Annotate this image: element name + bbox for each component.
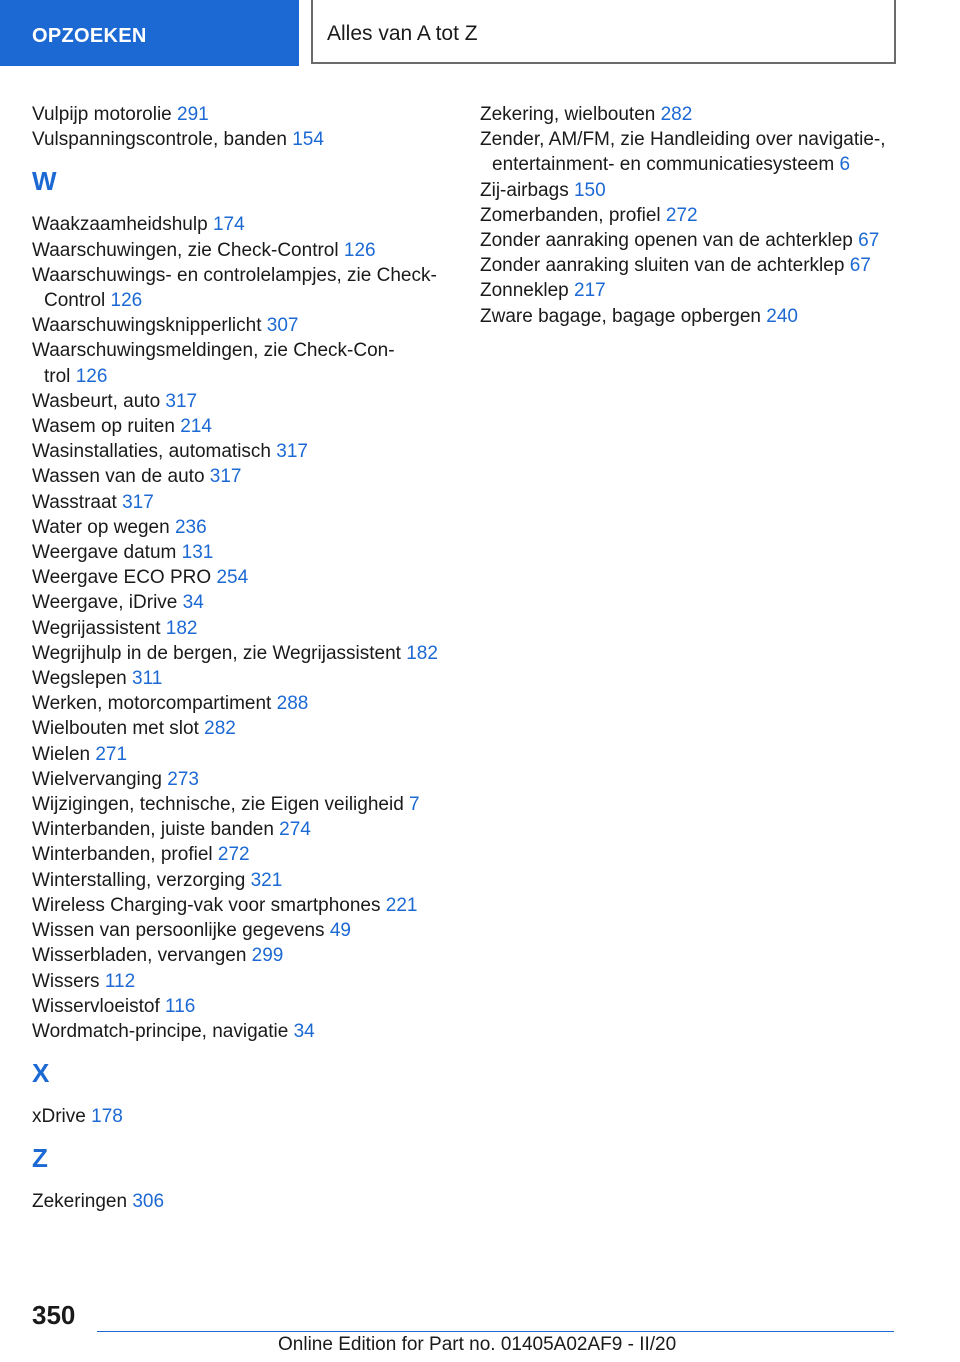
page-link[interactable]: 182 (406, 642, 438, 664)
page-link[interactable]: 221 (385, 894, 418, 916)
entry-group-v (32, 102, 452, 152)
index-entry[interactable]: Werken, motorcompartiment 288 (32, 693, 309, 715)
page-link[interactable]: 271 (95, 743, 128, 765)
chapter-title: Alles van A tot Z (311, 0, 896, 64)
page-link[interactable]: 116 (165, 995, 196, 1017)
page-link[interactable]: 311 (132, 668, 163, 690)
index-entry[interactable]: Zonder aanraking openen van de achterklep 67 (480, 230, 880, 252)
page-link[interactable]: 240 (766, 305, 798, 327)
index-entry[interactable]: Zender, AM/FM, zie Handleiding over navigatie-, entertainment- en communicatiesysteem 6 (480, 129, 886, 176)
page-link[interactable]: 291 (177, 104, 209, 125)
page-link[interactable]: 282 (204, 718, 236, 740)
page-link[interactable]: 272 (217, 844, 250, 866)
page-link[interactable]: 299 (251, 945, 284, 967)
page-link[interactable]: 178 (91, 1106, 123, 1128)
index-entry[interactable]: Wijzigingen, technische, zie Eigen veiligheid 7 (32, 794, 420, 816)
page-link[interactable]: 67 (858, 230, 880, 252)
page-number: 350 (32, 1300, 76, 1330)
page-link[interactable]: 34 (293, 1020, 315, 1042)
page-link[interactable]: 7 (409, 794, 420, 816)
footer-divider (97, 1331, 894, 1332)
page-link[interactable]: 317 (122, 491, 154, 513)
section-letter-x: X (32, 1058, 50, 1089)
page-link[interactable]: 67 (849, 255, 871, 277)
index-entry[interactable]: Wireless Charging-vak voor smartphones 221 (32, 894, 418, 916)
edition-note: Online Edition for Part no. 01405A02AF9 - II/20 (278, 1334, 677, 1355)
index-entry[interactable]: Waarschuwingen, zie Check-Control 126 (32, 239, 376, 261)
page-link[interactable]: 6 (839, 154, 851, 176)
index-entry[interactable]: Weergave datum 131 (32, 542, 214, 564)
index-entry[interactable]: Zekeringen 306 (32, 1191, 165, 1213)
index-entry[interactable]: Wisservloeistof 116 (32, 995, 196, 1017)
page-link[interactable]: 274 (279, 819, 311, 841)
index-entry[interactable]: Wisserbladen, vervangen 299 (32, 945, 284, 967)
page-link[interactable]: 236 (174, 516, 207, 538)
page-link[interactable]: 317 (276, 441, 308, 463)
index-entry[interactable]: Wegslepen 311 (32, 668, 163, 690)
page-link[interactable]: 126 (343, 239, 376, 261)
index-entry[interactable]: Wasbeurt, auto 317 (32, 390, 198, 412)
page-link[interactable]: 273 (167, 768, 199, 790)
index-entry[interactable]: Zonder aanraking sluiten van de achterklep 67 (480, 255, 871, 277)
page-link[interactable]: 126 (75, 365, 108, 387)
page-link[interactable]: 288 (276, 693, 309, 715)
section-letter-z: Z (32, 1143, 48, 1174)
page-link[interactable]: 307 (266, 315, 299, 337)
page-link[interactable]: 49 (329, 920, 351, 942)
section-tab[interactable]: OPZOEKEN (0, 0, 299, 66)
page-link[interactable]: 126 (110, 290, 143, 312)
index-entry[interactable]: Wielvervanging 273 (32, 768, 199, 790)
index-entry[interactable]: Zware bagage, bagage opbergen 240 (480, 305, 798, 327)
index-entry[interactable]: xDrive 178 (32, 1106, 123, 1128)
page-link[interactable]: 317 (165, 390, 198, 412)
index-entry[interactable]: Zekering, wielbouten 282 (480, 104, 693, 125)
index-entry[interactable]: Vulspanningscontrole, banden 154 (32, 129, 324, 151)
index-entry[interactable]: Vulpijp motorolie 291 (32, 104, 209, 125)
index-entry[interactable]: Wissen van persoonlijke gegevens 49 (32, 920, 351, 942)
page-link[interactable]: 254 (216, 567, 249, 589)
page-link[interactable]: 112 (104, 970, 136, 992)
page-link[interactable]: 321 (250, 869, 283, 891)
section-letter-w: W (32, 166, 57, 197)
page-link[interactable]: 217 (574, 280, 606, 302)
index-entry[interactable]: Wielbouten met slot 282 (32, 718, 236, 740)
page-link[interactable]: 272 (665, 204, 698, 226)
index-entry[interactable]: Weergave, iDrive 34 (32, 592, 204, 614)
index-entry[interactable]: Winterbanden, juiste banden 274 (32, 819, 311, 841)
page-link[interactable]: 150 (573, 179, 606, 201)
page-link[interactable]: 154 (292, 129, 324, 151)
index-entry[interactable]: Waarschuwingsmeldingen, zie Check-Con- trol 126 (32, 340, 395, 387)
index-entry[interactable]: Wasinstallaties, automatisch 317 (32, 441, 308, 463)
index-entry[interactable]: Wasem op ruiten 214 (32, 416, 212, 438)
index-entry[interactable]: Winterbanden, profiel 272 (32, 844, 250, 866)
entry-group-w (32, 212, 452, 1044)
index-entry[interactable]: Wegrijassistent 182 (32, 617, 198, 639)
index-entry[interactable]: Zij-airbags 150 (480, 179, 606, 201)
index-entry[interactable]: Wielen 271 (32, 743, 128, 765)
index-entry[interactable]: Waakzaamheidshulp 174 (32, 214, 245, 236)
index-entry[interactable]: Wassen van de auto 317 (32, 466, 242, 488)
page-link[interactable]: 174 (212, 214, 245, 236)
index-entry[interactable]: Zomerbanden, profiel 272 (480, 204, 698, 226)
page-link[interactable]: 282 (660, 104, 693, 125)
index-entry[interactable]: Water op wegen 236 (32, 516, 207, 538)
page-link[interactable]: 34 (182, 592, 204, 614)
index-column-right (480, 102, 920, 329)
index-entry[interactable]: Waarschuwingsknipperlicht 307 (32, 315, 299, 337)
index-entry[interactable]: Wasstraat 317 (32, 491, 154, 513)
index-column-left (32, 102, 452, 1215)
index-entry[interactable]: Wordmatch-principe, navigatie 34 (32, 1020, 315, 1042)
index-entry[interactable]: Wegrijhulp in de bergen, zie Wegrijassistent 182 (32, 642, 438, 664)
page-header (0, 0, 960, 66)
index-entry[interactable]: Winterstalling, verzorging 321 (32, 869, 283, 891)
page-link[interactable]: 306 (132, 1191, 165, 1213)
page-link[interactable]: 131 (181, 542, 214, 564)
page-link[interactable]: 182 (165, 617, 198, 639)
page-link[interactable]: 214 (180, 416, 212, 438)
index-entry[interactable]: Waarschuwings- en controlelampjes, zie Check- Control 126 (32, 264, 437, 312)
index-entry[interactable]: Wissers 112 (32, 970, 136, 992)
index-entry[interactable]: Weergave ECO PRO 254 (32, 567, 249, 589)
page-link[interactable]: 317 (209, 466, 242, 488)
index-entry[interactable]: Zonneklep 217 (480, 280, 606, 302)
